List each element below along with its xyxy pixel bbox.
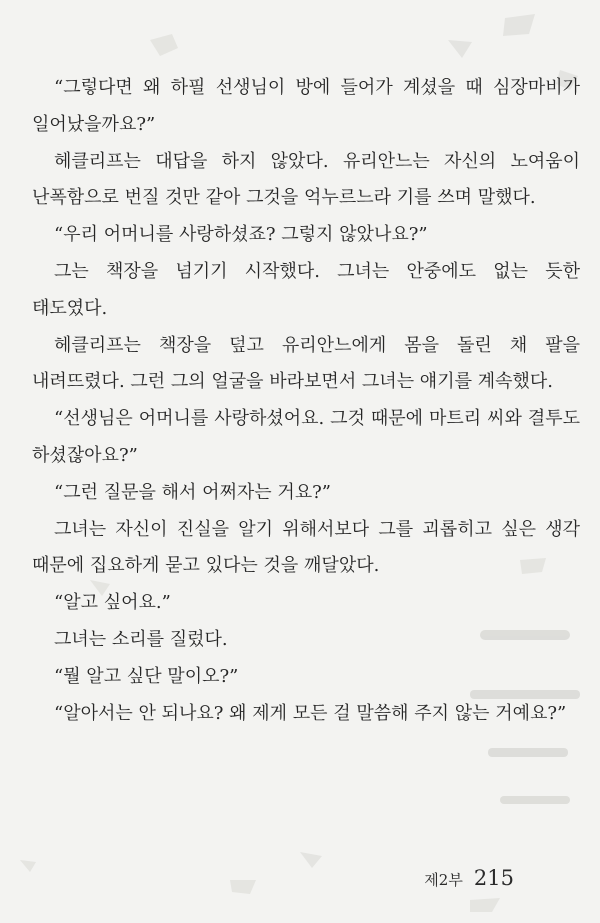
page-footer — [424, 866, 514, 890]
paragraph-6: “선생님은 어머니를 사랑하셨어요. 그것 때문에 마트리 씨와 결투도 하셨잖아요?” — [32, 408, 580, 466]
paragraph-10: 그녀는 소리를 질렀다. — [54, 628, 228, 650]
body-text — [32, 70, 580, 732]
paragraph-11: “뭘 알고 싶단 말이오?” — [54, 665, 239, 687]
paragraph-12: “알아서는 안 되나요? 왜 제게 모든 걸 말씀해 주지 않는 거예요?” — [54, 702, 567, 724]
part-label: 제2부 — [424, 871, 463, 889]
paragraph-1: “그렇다면 왜 하필 선생님이 방에 들어가 계셨을 때 심장마비가 일어났을까요?” — [32, 77, 580, 135]
paragraph-9: “알고 싶어요.” — [54, 592, 171, 614]
paragraph-3: “우리 어머니를 사랑하셨죠? 그렇지 않았나요?” — [54, 224, 428, 246]
paragraph-2: 헤클리프는 대답을 하지 않았다. 유리안느는 자신의 노여움이 난폭함으로 번질 것만 같아 그것을 억누르느라 기를 쓰며 말했다. — [32, 150, 580, 209]
page-number: 215 — [473, 866, 514, 890]
paragraph-7: “그런 질문을 해서 어쩌자는 거요?” — [54, 481, 331, 503]
paragraph-8: 그녀는 자신이 진실을 알기 위해서보다 그를 괴롭히고 싶은 생각 때문에 집요하게 묻고 있다는 것을 깨달았다. — [32, 518, 580, 577]
paragraph-4: 그는 책장을 넘기기 시작했다. 그녀는 안중에도 없는 듯한 태도였다. — [32, 260, 580, 319]
paragraph-5: 헤클리프는 책장을 덮고 유리안느에게 몸을 돌린 채 팔을 내려뜨렸다. 그런 그의 얼굴을 바라보면서 그녀는 얘기를 계속했다. — [32, 334, 580, 393]
